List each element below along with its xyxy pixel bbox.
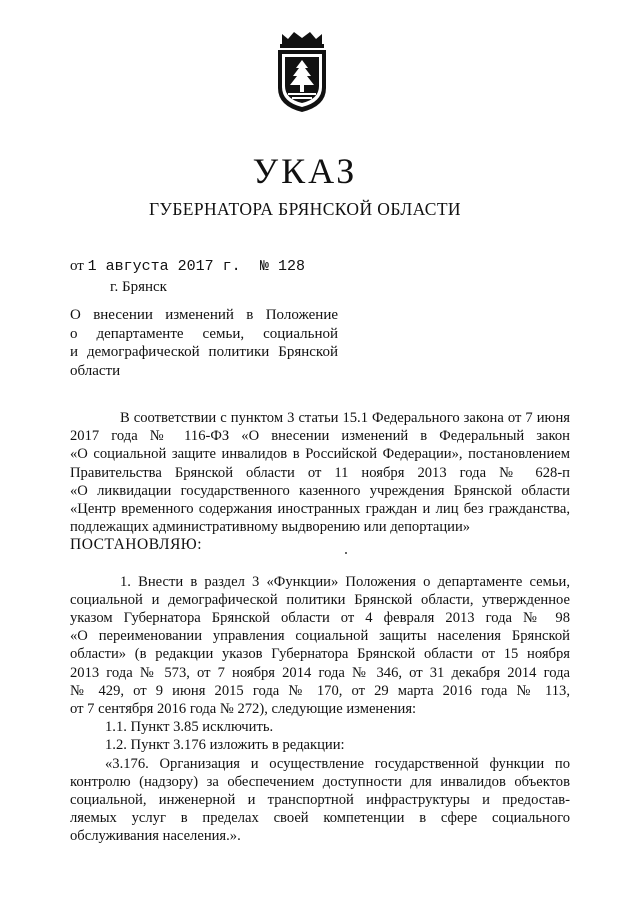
subject-line: О внесении изменений в Положение: [70, 307, 338, 323]
item-1-line: «О переименовании управления социальной защиты населения Брянской: [70, 628, 570, 645]
quote-line: обслуживания населения.».: [70, 828, 241, 845]
date-line: [70, 258, 306, 275]
document-body: [70, 409, 570, 846]
preamble: [70, 409, 570, 536]
preamble-line: «Центр временного содержания иностранных граждан и лиц без гражданства,: [70, 501, 570, 518]
subject-line: о департаменте семьи, социальной: [70, 325, 338, 342]
preamble-line: В соответствии с пунктом 3 статьи 15.1 Федерального закона от 7 июня: [120, 410, 570, 426]
item-1-line: от 7 сентября 2016 года № 272), следующие изменения:: [70, 701, 417, 718]
decree-word: ПОСТАНОВЛЯЮ:: [70, 536, 203, 554]
item-1: [70, 573, 570, 719]
subject-line: и демографической политики Брянской: [70, 344, 338, 360]
preamble-line: 2017 года № 116-ФЗ «О внесении изменений в Федеральный закон: [70, 428, 570, 445]
item-1-line: области» (в редакции указов Губернатора Брянской области от 15 ноября: [70, 646, 570, 663]
preamble-line: «О социальной защите инвалидов в Российской Федерации», постановлением: [70, 446, 570, 463]
quote-line: ляемых услуг в пределах своей компетенции в сфере социального: [70, 810, 570, 827]
preamble-line: «О ликвидации государственного казенного учреждения Брянской области: [70, 482, 570, 499]
item-1-2: 1.2. Пункт 3.176 изложить в редакции:: [105, 737, 345, 754]
document-city: г. Брянск: [110, 279, 167, 295]
document-date: 1 августа 2017 г.: [87, 258, 241, 275]
subject-line: области: [70, 362, 121, 379]
preamble-line: подлежащих административному выдворению или депортации»: [70, 519, 471, 536]
date-prefix: от: [70, 258, 84, 274]
item-1-line: 2013 года № 573, от 7 ноября 2014 года № 346, от 31 декабря 2014 года: [70, 664, 570, 681]
quote-line: «3.176. Организация и осуществление государственной функции по: [105, 755, 570, 772]
item-1-line: социальной и демографической политики Брянской области, утвержденное: [70, 591, 570, 608]
document-title: УКАЗ: [252, 151, 358, 191]
item-1-line: 1. Внести в раздел 3 «Функции» Положения о департаменте семьи,: [120, 573, 570, 590]
item-1-line: № 429, от 9 июня 2015 года № 170, от 29 марта 2016 года № 113,: [70, 682, 570, 699]
quoted-text: [70, 755, 570, 846]
document-subject: [70, 306, 338, 380]
item-1-1: 1.1. Пункт 3.85 исключить.: [105, 719, 274, 736]
preamble-line: Правительства Брянской области от 11 ноября 2013 года № 628-п: [70, 464, 570, 481]
item-1-line: указом Губернатора Брянской области от 4 февраля 2013 года № 98: [70, 610, 570, 627]
document-subtitle: ГУБЕРНАТОРА БРЯНСКОЙ ОБЛАСТИ: [149, 199, 461, 219]
quote-line: социальной, инженерной и транспортной инфраструктуры и предостав-: [70, 792, 570, 809]
quote-line: контролю (надзору) за обеспечением доступности для инвалидов объектов: [70, 773, 570, 790]
document-number: № 128: [260, 258, 306, 275]
coat-of-arms-icon: [270, 30, 334, 114]
